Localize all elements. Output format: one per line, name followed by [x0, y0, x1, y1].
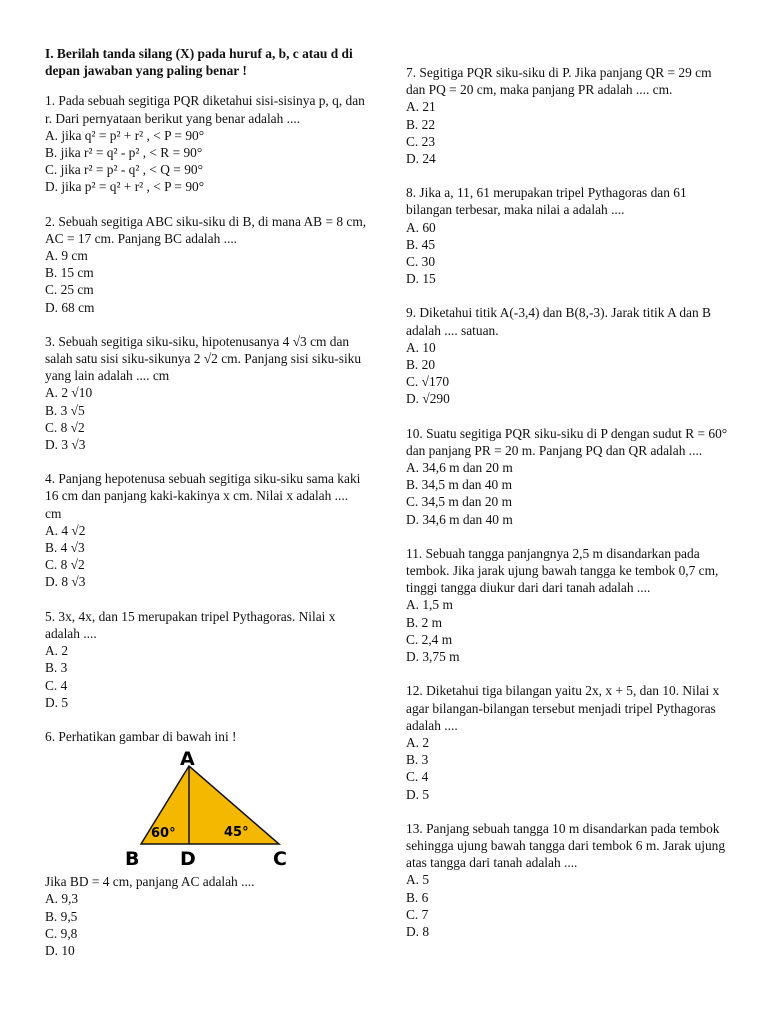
vertex-label-a: A [180, 751, 195, 771]
option-c: C. jika r² = p² - q² , < Q = 90° [45, 162, 203, 178]
angle-label-60: 60° [151, 826, 176, 842]
question-3 [45, 333, 367, 453]
question-4 [45, 470, 367, 590]
option-a: A. 34,6 m dan 20 m [406, 460, 513, 476]
option-d: D. 3 √3 [45, 437, 86, 453]
option-c: C. 30 [406, 254, 436, 270]
vertex-label-c: C [273, 848, 287, 868]
option-a: A. 2 [45, 643, 69, 659]
option-c: C. 8 √2 [45, 557, 85, 573]
option-a: A. 21 [406, 99, 436, 115]
option-d: D. 3,75 m [406, 649, 460, 665]
question-text: 3. Sebuah segitiga siku-siku, hipotenusanya 4 √3 cm dan salah satu sisi siku-sikunya 2 √2 cm. Panjang sisi siku-siku yang lain adalah .... cm [45, 333, 362, 384]
option-c: C. 2,4 m [406, 631, 453, 647]
option-c: C. 8 √2 [45, 419, 85, 435]
option-b: B. 22 [406, 116, 436, 132]
option-b: B. 6 [406, 889, 429, 905]
option-a: A. 10 [406, 339, 436, 355]
option-c: C. 7 [406, 906, 429, 922]
option-a: A. 2 √10 [45, 385, 93, 401]
question-text: 11. Sebuah tangga panjangnya 2,5 m disandarkan pada tembok. Jika jarak ujung bawah tangga ke tembok 0,7 cm, tinggi tangga diukur dari dari tanah adalah .... [406, 545, 719, 596]
question-13 [406, 820, 731, 940]
option-b: B. jika r² = q² - p² , < R = 90° [45, 145, 203, 161]
question-text: 5. 3x, 4x, dan 15 merupakan tripel Pythagoras. Nilai x adalah .... [45, 608, 336, 641]
question-12 [406, 682, 731, 802]
option-a: A. 9 cm [45, 248, 88, 264]
option-b: B. 3 √5 [45, 402, 85, 418]
triangle-figure [123, 751, 303, 867]
question-10 [406, 425, 731, 528]
option-d: D. 8 [406, 923, 430, 939]
option-b: B. 34,5 m dan 40 m [406, 477, 513, 493]
option-a: A. 2 [406, 734, 430, 750]
right-column [406, 64, 731, 957]
question-2 [45, 213, 367, 316]
option-c: C. 4 [406, 769, 429, 785]
angle-label-45: 45° [224, 825, 249, 841]
instructions-heading: I. Berilah tanda silang (X) pada huruf a, b, c atau d di depan jawaban yang paling benar ! [45, 46, 353, 79]
question-11 [406, 545, 731, 665]
question-1 [45, 92, 367, 195]
option-d: D. 15 [406, 271, 436, 287]
question-text: 6. Perhatikan gambar di bawah ini ! [45, 728, 237, 744]
question-7 [406, 64, 731, 167]
question-text: 2. Sebuah segitiga ABC siku-siku di B, di mana AB = 8 cm, AC = 17 cm. Panjang BC adalah .... [45, 213, 367, 246]
question-text: 12. Diketahui tiga bilangan yaitu 2x, x + 5, dan 10. Nilai x agar bilangan-bilangan tersebut menjadi tripel Pythagoras adalah .... [406, 683, 720, 733]
question-text: 4. Panjang hepotenusa sebuah segitiga siku-siku sama kaki 16 cm dan panjang kaki-kakinya x cm. Nilai x adalah .... cm [45, 471, 361, 521]
option-a: A. 5 [406, 872, 430, 888]
option-a: A. 4 √2 [45, 522, 86, 538]
question-text: 1. Pada sebuah segitiga PQR diketahui sisi-sisinya p, q, dan r. Dari pernyataan berikut yang benar adalah .... [45, 93, 365, 126]
option-c: C. 25 cm [45, 282, 94, 298]
question-8 [406, 184, 731, 287]
option-c: C. √170 [406, 374, 450, 390]
option-c: C. 4 [45, 677, 68, 693]
option-d: D. 68 cm [45, 299, 95, 315]
option-a: A. 60 [406, 219, 436, 235]
question-text: 9. Diketahui titik A(-3,4) dan B(8,-3). Jarak titik A dan B adalah .... satuan. [406, 305, 711, 338]
option-b: B. 9,5 [45, 908, 78, 924]
left-column [45, 45, 367, 976]
question-6-followup: Jika BD = 4 cm, panjang AC adalah .... [45, 874, 255, 890]
question-6 [45, 728, 367, 959]
question-9 [406, 304, 731, 407]
option-c: C. 9,8 [45, 925, 78, 941]
option-a: A. 9,3 [45, 891, 79, 907]
option-b: B. 3 [45, 660, 68, 676]
option-d: D. 8 √3 [45, 574, 86, 590]
option-a: A. 1,5 m [406, 597, 453, 613]
option-b: B. 20 [406, 357, 436, 373]
option-d: D. √290 [406, 391, 450, 407]
option-d: D. jika p² = q² + r² , < P = 90° [45, 179, 205, 195]
option-b: B. 15 cm [45, 265, 94, 281]
option-b: B. 3 [406, 752, 429, 768]
option-a: A. jika q² = p² + r² , < P = 90° [45, 127, 205, 143]
option-d: D. 10 [45, 942, 75, 958]
option-c: C. 23 [406, 133, 436, 149]
option-d: D. 34,6 m dan 40 m [406, 511, 513, 527]
option-d: D. 5 [45, 694, 69, 710]
option-d: D. 5 [406, 786, 430, 802]
question-text: 10. Suatu segitiga PQR siku-siku di P dengan sudut R = 60° dan panjang PR = 20 m. Panjang PQ dan QR adalah .... [406, 425, 728, 458]
option-d: D. 24 [406, 151, 436, 167]
question-5 [45, 608, 367, 711]
option-b: B. 45 [406, 236, 436, 252]
question-text: 7. Segitiga PQR siku-siku di P. Jika panjang QR = 29 cm dan PQ = 20 cm, maka panjang PR adalah .... cm. [406, 65, 712, 98]
vertex-label-b: B [125, 848, 140, 868]
vertex-label-d: D [180, 848, 196, 868]
triangle-diagram [123, 751, 303, 867]
question-text: 8. Jika a, 11, 61 merupakan tripel Pythagoras dan 61 bilangan terbesar, maka nilai a adalah .... [406, 185, 687, 218]
option-c: C. 34,5 m dan 20 m [406, 494, 513, 510]
option-b: B. 2 m [406, 614, 443, 630]
question-text: 13. Panjang sebuah tangga 10 m disandarkan pada tembok sehingga ujung bawah tangga dari tembok 6 m. Jarak ujung atas tangga dari tanah adalah .... [406, 820, 726, 871]
option-b: B. 4 √3 [45, 540, 85, 556]
